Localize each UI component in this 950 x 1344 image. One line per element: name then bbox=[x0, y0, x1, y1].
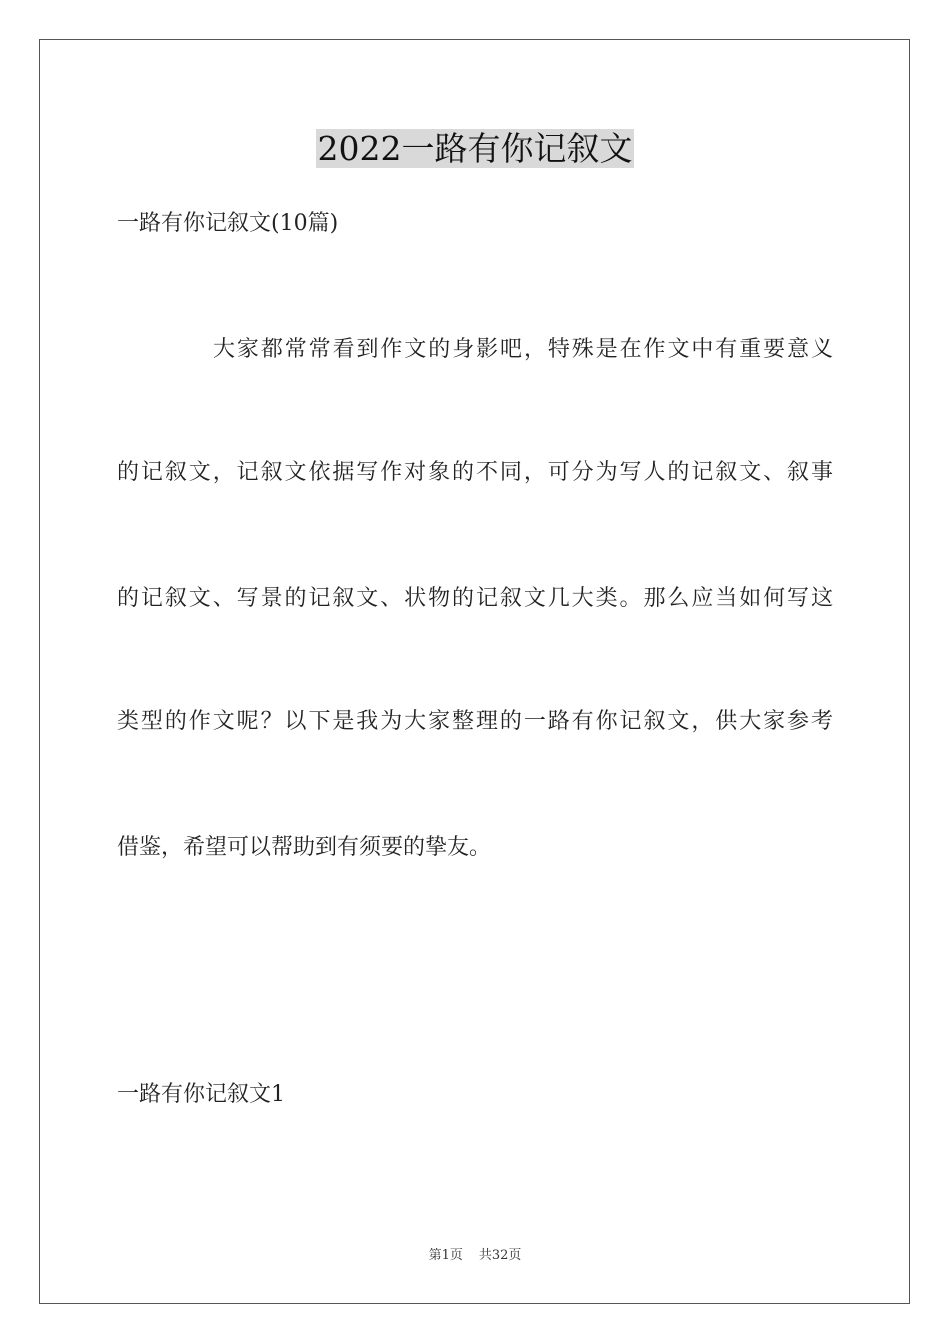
intro-line: 借鉴，希望可以帮助到有须要的挚友。 bbox=[117, 835, 492, 860]
document-title bbox=[0, 127, 950, 171]
intro-line: 类型的作文呢？以下是我为大家整理的一路有你记叙文，供大家参考 bbox=[117, 709, 833, 734]
section-heading: 一路有你记叙文1 bbox=[117, 1082, 285, 1107]
document-subtitle: 一路有你记叙文(10篇) bbox=[117, 211, 339, 236]
intro-line: 大家都常常看到作文的身影吧，特殊是在作文中有重要意义 bbox=[213, 337, 833, 362]
document-title-text: 2022一路有你记叙文 bbox=[317, 129, 633, 168]
page-number: 第1页 bbox=[428, 1248, 463, 1263]
page-total: 共32页 bbox=[478, 1248, 522, 1263]
page-footer bbox=[0, 1247, 950, 1265]
intro-line: 的记叙文、写景的记叙文、状物的记叙文几大类。那么应当如何写这 bbox=[117, 586, 833, 611]
intro-line: 的记叙文，记叙文依据写作对象的不同，可分为写人的记叙文、叙事 bbox=[117, 460, 833, 485]
